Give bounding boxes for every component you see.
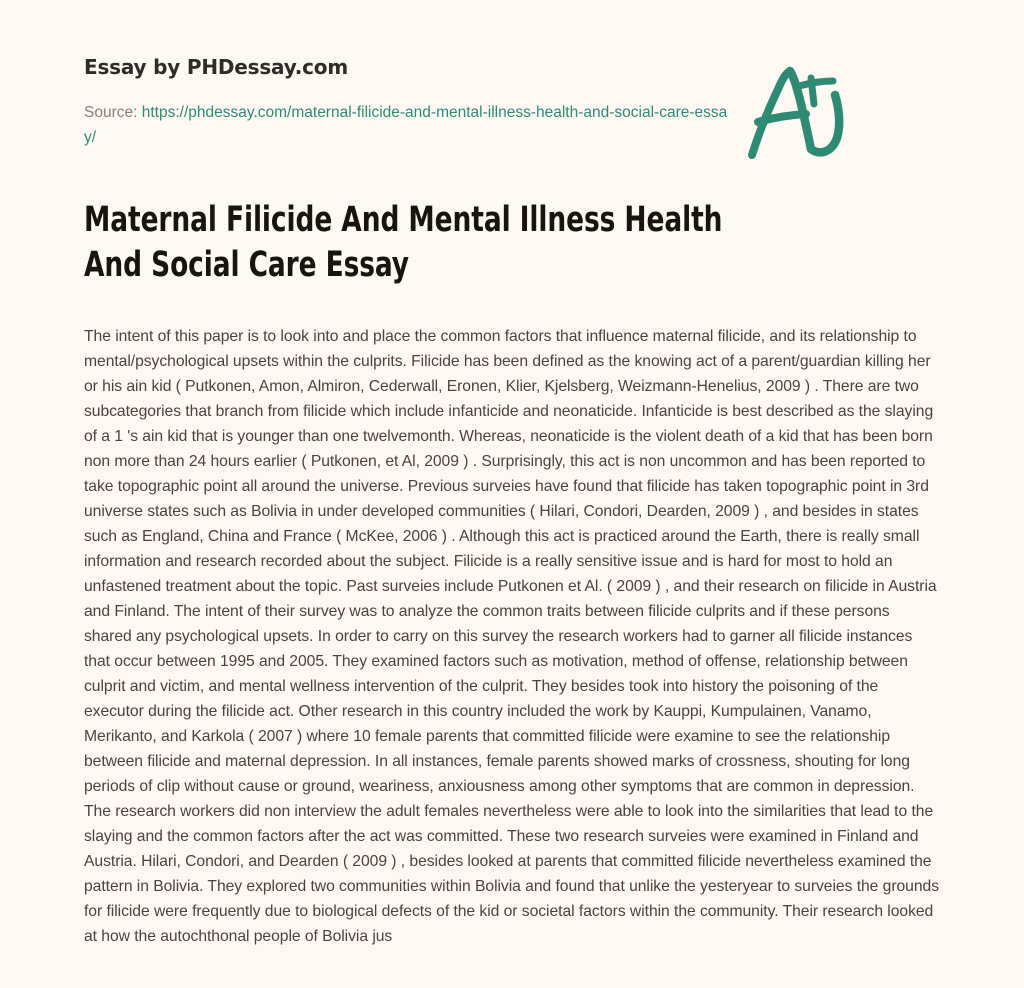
page-title: Maternal Filicide And Mental Illness Health And Social Care Essay [84, 200, 723, 285]
essay-body [84, 288, 940, 949]
source-url-link[interactable]: https://phdessay.com/maternal-filicide-and-mental-illness-health-and-social-care-essay/ [84, 104, 728, 146]
essay-body-paragraph: The intent of this paper is to look into and place the common factors that influence maternal filicide, and its relationship to mental/psychological upsets within the culprits. Filicide has been defined as the knowing act of a parent/guardian killing her or his ain kid ( Putkonen, Amon, Almiron, Cederwall, Eronen, Klier, Kjelsberg, Weizmann-Henelius, 2009 ) . There are two subcategories that branch from filicide which include infanticide and neonaticide. Infanticide is best described as the slaying of a 1 's ain kid that is younger than one twelvemonth. Whereas, neonaticide is the violent death of a kid that has been born non more than 24 hours earlier ( Putkonen, et Al, 2009 ) . Surprisingly, this act is non uncommon and has been reported to take topographic point all around the universe. Previous surveies have found that filicide has taken topographic point in 3rd universe states such as Bolivia in under developed communities ( Hilari, Condori, Dearden, 2009 ) , and besides in states such as England, China and France ( McKee, 2006 ) . Although this act is practiced around the Earth, there is really small information and research recorded about the subject. Filicide is a really sensitive issue and is hard for most to hold an unfastened treatment about the topic. Past surveies include Putkonen et Al. ( 2009 ) , and their research on filicide in Austria and Finland. The intent of their survey was to analyze the common traits between filicide culprits and if these persons shared any psychological upsets. In order to carry on this survey the research workers had to garner all filicide instances that occur between 1995 and 2005. They examined factors such as motivation, method of offense, relationship between culprit and victim, and mental wellness intervention of the culprit. They besides took into history the poisoning of the executor during the filicide act. Other research in this country included the work by Kauppi, Kumpulainen, Vanamo, Merikanto, and Karkola ( 2007 ) where 10 female parents that committed filicide were examine to see the relationship between filicide and maternal depression. In all instances, female parents showed marks of crossness, shouting for long periods of clip without cause or ground, weariness, anxiousness among other symptoms that are common in depression. The research workers did non interview the adult females nevertheless were able to look into the similarities that lead to the slaying and the common factors after the act was committed. These two research surveies were examined in Finland and Austria. Hilari, Condori, and Dearden ( 2009 ) , besides looked at parents that committed filicide nevertheless examined the pattern in Bolivia. They explored two communities within Bolivia and found that unlike the yesteryear to surveies the grounds for filicide were frequently due to biological defects of the kid or societal factors within the community. Their research looked at how the autochthonal people of Bolivia jus [84, 328, 940, 945]
source-line [84, 100, 729, 150]
brand-title: Essay by PHDessay.com [84, 55, 348, 79]
source-label: Source: [84, 104, 138, 121]
page-header [84, 0, 940, 150]
